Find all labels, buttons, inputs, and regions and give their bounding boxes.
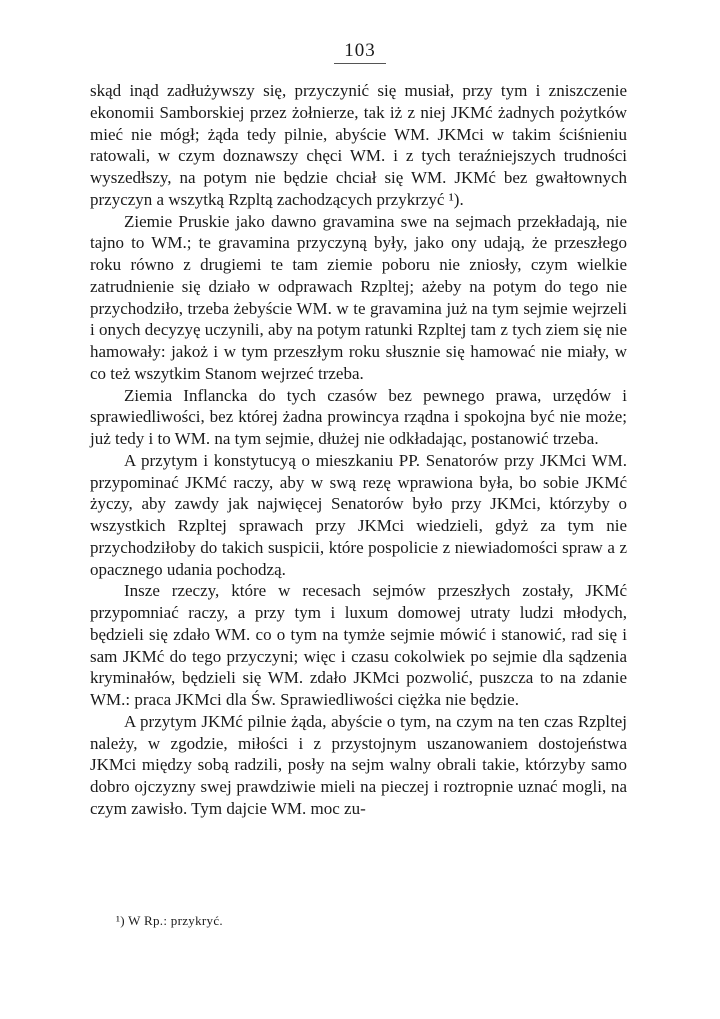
page-number: 103 (0, 40, 720, 64)
footnote: ¹) W Rp.: przykryć. (116, 913, 223, 928)
paragraph-2: Ziemie Pruskie jako dawno gravamina swe na sejmach przekładają, nie tajno to WM.; te gravamina przyczyną były, jako ony udają, że przeszłego roku równo z drugiemi te tam ziemie poboru nie zniosły, czym wielkie zatrudnienie się działo w odprawach Rzpltej; ażeby na potym do tego nie przychodziło, trzeba żebyście WM. w te gravamina już na tym sejmie wejrzeli i onych decyzyę uczynili, aby na potym ratunki Rzpltej tam z tych ziem się nie hamowały: jakoż i w tym przeszłym roku słusznie się hamować nie miały, w co też wszytkim Stanom wejrzeć trzeba. (90, 211, 627, 383)
paragraph-1: skąd inąd zadłużywszy się, przyczynić się musiał, przy tym i zniszczenie ekonomii Samborskiej przez żołnierze, tak iż z niej JKMć żadnych pożytków mieć nie mógł; żąda tedy pilnie, abyście WM. JKMci w takim ściśnieniu ratowali, w czym doznawszy chęci WM. i z tych teraźniejszych trudności wyszedłszy, na potym nie będzie chciał się WM. JKMć bez gwałtownych przyczyn a wszytką Rzpltą zachodzących przykrzyć ¹). (90, 81, 627, 209)
paragraph-4: A przytym i konstytucyą o mieszkaniu PP. Senatorów przy JKMci WM. przypominać JKMć raczy, aby w swą rezę wprawiona była, bo sobie JKMć życzy, aby zawdy jak najwięcej Senatorów było przy JKMci, którzyby o wszystkich Rzpltej sprawach przy JKMci wiedzieli, gdyż za tym nie przychodziłoby do takich suspicii, które pospolicie z niewiadomości spraw a z opacznego udania pochodzą. (90, 450, 627, 579)
body-text (90, 80, 627, 820)
paragraph-5: Insze rzeczy, które w recesach sejmów przeszłych zostały, JKMć przypomniać raczy, a przy tym i luxum domowej utraty ludzi młodych, będzieli się zdało WM. co o tym na tymże sejmie mówić i stanowić, rad się i sam JKMć do tego przyczyni; więc i czasu cokolwiek po sejmie dla sądzenia kryminałów, będzieli się WM. zdało JKMci pozwolić, puszcza to na zdanie WM.: praca JKMci dla Św. Sprawiedliwości ciężka nie będzie. (90, 581, 627, 709)
paragraph-3: Ziemia Inflancka do tych czasów bez pewnego prawa, urzędów i sprawiedliwości, bez której żadna prowincya rządna i spokojna być nie może; już tedy i to WM. na tym sejmie, dłużej nie odkładając, postanowić trzeba. (90, 385, 627, 448)
paragraph-6: A przytym JKMć pilnie żąda, abyście o tym, na czym na ten czas Rzpltej należy, w zgodzie, miłości i z przystojnym uszanowaniem dostojeństwa JKMci między sobą radzili, posły na sejm walny obrali takie, którzyby samo dobro ojczyzny swej prawdziwie mieli na pieczej i roztropnie uznać mogli, na czym zawisło. Tym dajcie WM. moc zu- (90, 711, 627, 818)
